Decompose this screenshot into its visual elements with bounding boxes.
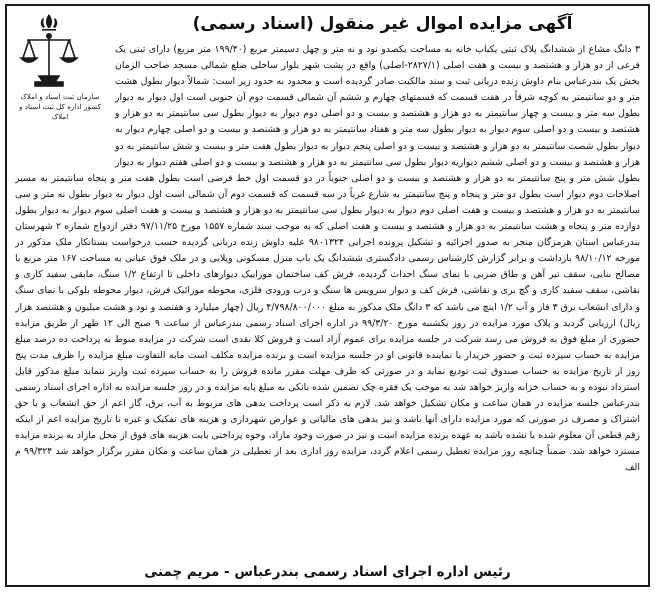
signature-line: رئیس اداره اجرای اسناد رسمی بندرعباس - مریم چمنی xyxy=(144,564,511,580)
iran-emblem-icon xyxy=(41,14,58,31)
notice-title: آگهی مزایده اموال غیر منقول (اسناد رسمی) xyxy=(192,14,573,34)
notice-body-text: ۳ دانگ مشاع از ششدانگ پلاک ثبتی یکباب خانه به مساحت یکصدو نود و نه متر و چهل دسیمتر مربع (۱۹۹/۴۰ متر مربع) دارای ثبتی یک فرعی از دو هزار و هشتصد و بیست و هفت اصلی (۲۸۲۷/۱-اصلی) واقع در پشت شهر بلوار ساحلی ضلع شمالی مسجد صاحب الزمان بخش یک بندرعباس بنام داوش زنده دریانی ثبت و سند مالکیت صادر گردیده است و محدود به حدود زیر است: شمالاً دیوار بطول هشت متر و دو سانتیمتر به کوچه شرقاً در هفت قسمت که قسمتهای چهارم و ششم آن شمالی قسمت دوم آن جنوبی است اول دیوار به دیوار بطول سه متر و بیست و چهار سانتیمتر به دو هزار و هشتصد و بیست و دو اصلی دوم دیوار به دیوار بطول سی سانتیمتر به دو هزار و هشتصد و بیست و دو اصلی سوم دیوار به دیوار بطول سه متر و هفتاد سانتیمتر به دو هزار و هشتصد و بیست و دو اصلی چهارم دیوار به دیوار بطول شصت سانتیمتر به دو هزار و هشتصد و بیست و دو اصلی پنجم دیوار به دیوار بطول هفت متر و بیست و شش سانتیمتر به دو هزار و هشتصد و بیست و دو اصلی ششم دیواریه دیوار بطول سی سانتیمتر به دو هزار و هشتصد و بیست و دو اصلی هفتم دیوار به دیوار بطول شش متر و پنج سانتیمتر به دو هزار و هشتصد و بیست و دو اصلی جنوباً در دو قسمت اول خط فرضی است بطول هفت متر و پنجاه سانتیمتر به مسیر اصلاحات دوم دیوار است بطول دو متر و پنجاه و پنج سانتیمتر به شارع غرباً در سه قسمت که قسمت دوم آن شمالی است اول دیوار به دیوار بطول نه متر و سی سانتیمتر به دو هزار و هشتصد و بیست و هفت اصلی دوم دیوار به دیوار بطول سی سانتیمتر به دو هزار و هشتصد و بیست و هفت اصلی سوم دیوار به دیوار بطول دوازده متر و پنجاه و هشت سانتیمتر به دو هزار و هشتصد و بیست و هفت اصلی که به موجب سند شماره ۱۵۵۷ مورخ ۹۷/۱۱/۲۵ دفتر ازدواج شماره ۲ شهرستان بندرعباس استان هرمزگان منجر به صدور اجرائیه و تشکیل پرونده اجرایی ۹۸۰۱۳۲۴ علیه داوش زنده دریانی گردیده حسب درخواست بستانکار ملک مذکور در مورخه ۹۸/۱۰/۱۲ بازداشت و برابر گزارش کارشناس رسمی دادگستری ششدانگ یک باب منزل مسکونی ویلایی و در ملک فوق عیانی به مساحت ۱۶۷ متر مربع با مصالح بنایی، سقف تیر آهن و طاق ضربی با نمای سنگ احداث گردیده، فرش کف ساختمان موزاییک دیوارهای داخلی تا ارتفاع ۱/۲ سنگ، مابقی سفید کاری و نقاشی، سقف سفید کاری و گچ بری و نقاشی، فرش کف و دیوار سرویس ها سنگ و درب ورودی فلزی، محوطه موزائیک فرش، دیوار محوطه بلوکی با نمای سنگ و دارای انشعاب برق ۳ فاز و آب ۱/۲ اینچ می باشد که ۳ دانگ ملک مذکور به مبلغ ۴/۷۹۸/۸۰۰/۰۰۰ ریال (چهار میلیارد و هفتصد و نود و هشت میلیون و هشتصد هزار ریال) ارزیابی گردید و پلاک مورد مزایده در روز یکشنبه مورخ ۹۹/۳/۲۰ در اداره اجرای اسناد رسمی بندرعباس از ساعت ۹ صبح الی ۱۲ ظهر از طریق مزایده حضوری از مبلغ فوق به فروش می رسد شرکت در جلسه مزایده برای عموم آزاد است و فروش کلا نقدی است شرکت در مزایده منوط به پرداخت ده درصد مبلغ مزایده به حساب سپرده ثبت و حضور خریدار یا نماینده قانونی او در جلسه مزایده است و برنده مزایده مکلف است مابه التفاوت مبلغ مزایده را ظرف مدت پنج روز از تاریخ مزایده به حساب صندوق ثبت تودیع نماید و در صورتی که ظرف مهلت مقرر مانده فروش را به حساب سپرده ثبت واریز ننماید مبلغ مذکور قابل استرداد نبوده و به حساب خزانه واریز خواهد شد به موجب یک فقره چک تضمین شده بانکی به مبلغ پایه مزایده و در روز جلسه مزایده به اداره اجرای اسناد رسمی بندرعباس جلسه مزایده در همان ساعت و مکان تشکیل خواهد شد. لازم به ذکر است پرداخت بدهی های مربوط به آب، برق، گاز اعم از حق انشعاب و یا حق اشتراک و مصرف در صورتی که مورد مزایده دارای آنها باشد و نیز بدهی های مالیاتی و عوارض شهرداری و هزینه های تفکیک و غیره تا تاریخ مزایده اعم از اینکه رقم قطعی آن معلوم شده یا نشده باشد به عهده برنده مزایده است و نیز در صورت وجود مازاد، وجوه پرداختی بابت هزینه های فوق از محل مازاد به برنده مزایده مسترد خواهد شد. ضمناً چنانچه روز مزایده تعطیل رسمی اعلام گردد، مزایده روز اداری بعد از تعطیلی در همان ساعت و مکان مقرر برگزار خواهد شد ۹۹/۳۲۴ م الف xyxy=(15,44,640,474)
notice-body xyxy=(15,42,640,562)
auction-notice xyxy=(5,4,650,587)
emblem-spacer xyxy=(15,42,115,157)
organization-label: سازمان ثبت اسناد و املاک کشور اداره کل ثبت اسناد و املاک xyxy=(18,92,101,121)
